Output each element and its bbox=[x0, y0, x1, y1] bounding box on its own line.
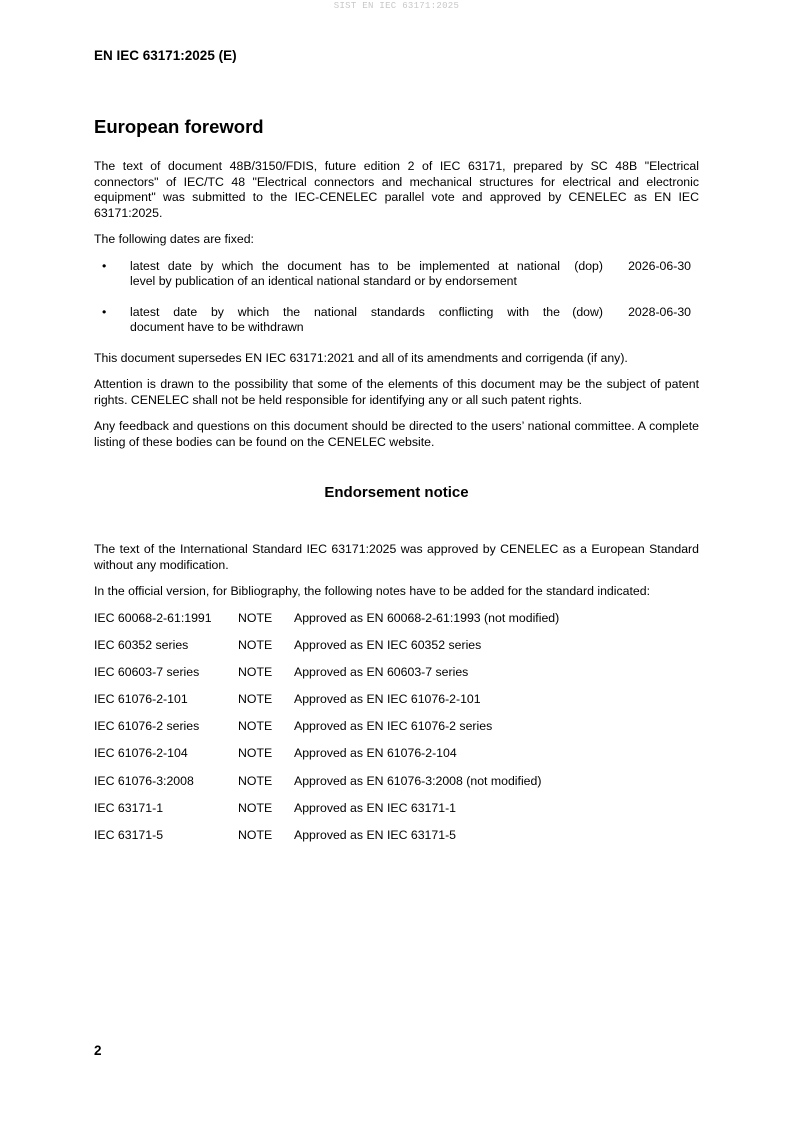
note-tag: NOTE bbox=[238, 719, 273, 734]
date-code: (dop) bbox=[574, 258, 603, 273]
list-item bbox=[94, 774, 699, 801]
foreword-title: European foreword bbox=[94, 116, 264, 137]
list-item bbox=[94, 692, 699, 719]
note-tag: NOTE bbox=[238, 746, 273, 761]
note-text: Approved as EN 61076-3:2008 (not modified) bbox=[294, 773, 542, 788]
list-item bbox=[94, 611, 699, 638]
date-code: (dow) bbox=[572, 304, 603, 319]
list-item bbox=[94, 801, 699, 828]
note-reference: IEC 63171-1 bbox=[94, 800, 164, 815]
date-item-first-line: latest date by which the document has to be implemented at national bbox=[130, 258, 560, 273]
date-item-rest: document have to be withdrawn bbox=[130, 320, 304, 334]
note-reference: IEC 61076-2 series bbox=[94, 719, 200, 734]
date-item-dow bbox=[94, 305, 699, 336]
note-tag: NOTE bbox=[238, 773, 273, 788]
date-item-first-line: latest date by which the national standards conflicting with the bbox=[130, 304, 560, 319]
endorsement-title: Endorsement notice bbox=[324, 484, 469, 501]
note-reference: IEC 61076-3:2008 bbox=[94, 773, 194, 788]
note-text: Approved as EN IEC 61076-2 series bbox=[294, 719, 493, 734]
list-item bbox=[94, 665, 699, 692]
feedback-paragraph: Any feedback and questions on this document should be directed to the users’ national committee. A complete listing of these bodies can be found on the CENELEC website. bbox=[94, 419, 699, 449]
page-number: 2 bbox=[94, 1043, 102, 1058]
note-tag: NOTE bbox=[238, 800, 273, 815]
note-tag: NOTE bbox=[238, 828, 273, 842]
watermark: SIST EN IEC 63171:2025 bbox=[333, 1, 460, 11]
bullet-icon: • bbox=[102, 304, 107, 319]
note-tag: NOTE bbox=[238, 610, 273, 625]
list-item bbox=[94, 638, 699, 665]
date-item-dop bbox=[94, 259, 699, 290]
notes-list bbox=[94, 611, 699, 856]
note-reference: IEC 61076-2-104 bbox=[94, 746, 188, 761]
notes-intro: In the official version, for Bibliography, the following notes have to be added for the standard indicated: bbox=[94, 584, 650, 598]
date-value: 2028-06-30 bbox=[628, 304, 691, 319]
note-text: Approved as EN IEC 63171-5 bbox=[294, 828, 457, 842]
note-reference: IEC 60352 series bbox=[94, 637, 189, 652]
foreword-intro: The text of document 48B/3150/FDIS, future edition 2 of IEC 63171, prepared by SC 48B "Electrical connectors" of IEC/TC 48 "Electrical connectors and mechanical structures for electrical and electronic equipment" was submitted to the IEC-CENELEC parallel vote and approved by CENELEC as EN IEC 63171:2025. bbox=[94, 159, 699, 220]
note-text: Approved as EN IEC 60352 series bbox=[294, 637, 482, 652]
dates-list bbox=[94, 259, 699, 336]
endorsement-text: The text of the International Standard IEC 63171:2025 was approved by CENELEC as a European Standard without any modification. bbox=[94, 542, 699, 572]
list-item bbox=[94, 746, 699, 773]
note-text: Approved as EN 60068-2-61:1993 (not modified) bbox=[294, 610, 560, 625]
date-value: 2026-06-30 bbox=[628, 258, 691, 273]
note-reference: IEC 60068-2-61:1991 bbox=[94, 610, 212, 625]
bullet-icon: • bbox=[102, 258, 107, 273]
date-item-text bbox=[130, 259, 560, 290]
document-id-header: EN IEC 63171:2025 (E) bbox=[94, 48, 237, 63]
note-text: Approved as EN IEC 61076-2-101 bbox=[294, 692, 481, 707]
note-tag: NOTE bbox=[238, 692, 273, 707]
note-text: Approved as EN IEC 63171-1 bbox=[294, 800, 457, 815]
note-reference: IEC 60603-7 series bbox=[94, 664, 200, 679]
supersedes-paragraph: This document supersedes EN IEC 63171:2021 and all of its amendments and corrigenda (if any). bbox=[94, 350, 628, 365]
list-item bbox=[94, 719, 699, 746]
dates-intro: The following dates are fixed: bbox=[94, 232, 254, 246]
note-reference: IEC 61076-2-101 bbox=[94, 692, 188, 707]
page-content bbox=[94, 115, 699, 855]
note-text: Approved as EN 61076-2-104 bbox=[294, 746, 457, 761]
date-item-text bbox=[130, 305, 560, 336]
note-reference: IEC 63171-5 bbox=[94, 828, 164, 842]
note-tag: NOTE bbox=[238, 664, 273, 679]
patent-paragraph: Attention is drawn to the possibility that some of the elements of this document may be the subject of patent rights. CENELEC shall not be held responsible for identifying any or all such patent rights. bbox=[94, 377, 699, 407]
list-item bbox=[94, 828, 699, 855]
note-tag: NOTE bbox=[238, 637, 273, 652]
note-text: Approved as EN 60603-7 series bbox=[294, 664, 469, 679]
date-item-rest: level by publication of an identical national standard or by endorsement bbox=[130, 274, 517, 288]
